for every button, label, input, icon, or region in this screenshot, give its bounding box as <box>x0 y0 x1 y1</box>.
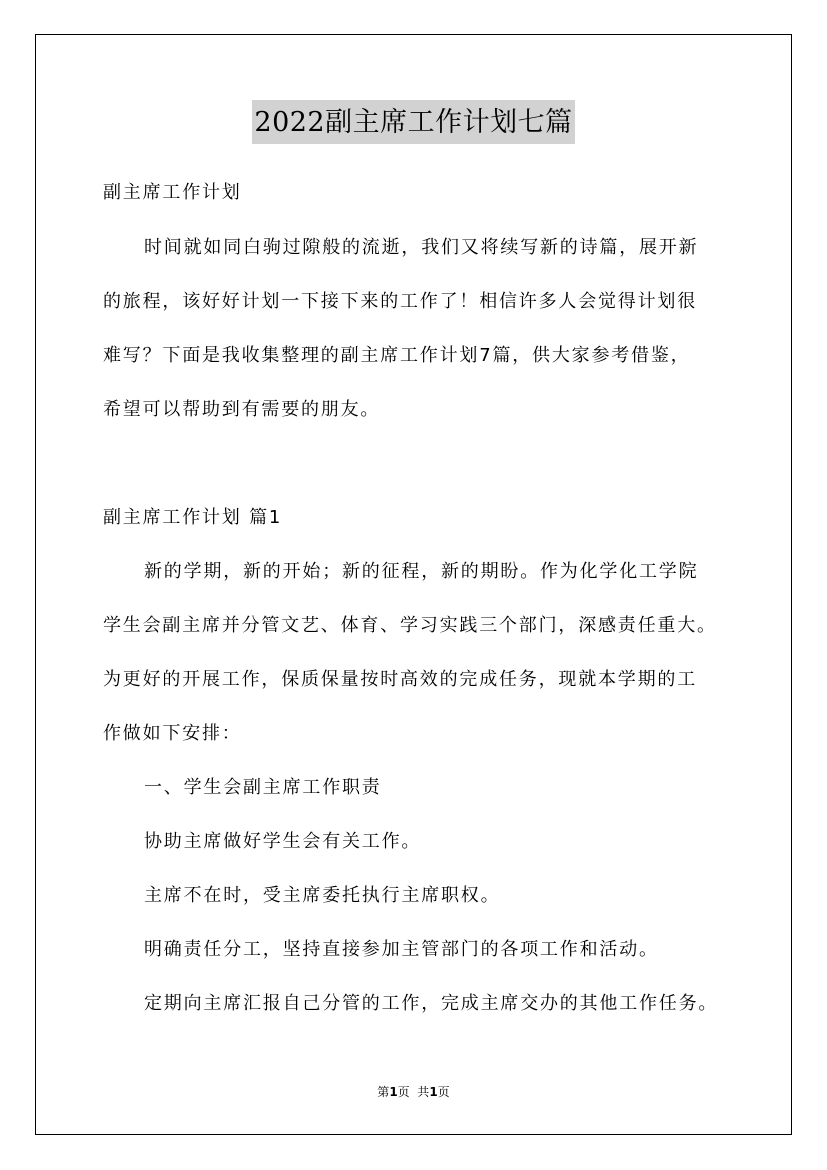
paragraph-line: 难写？下面是我收集整理的副主席工作计划7篇，供大家参考借鉴， <box>103 345 691 366</box>
paragraph-line: 作做如下安排： <box>103 723 242 744</box>
paragraph-line: 为更好的开展工作，保质保量按时高效的完成任务，现就本学期的工 <box>103 669 697 690</box>
paragraph-line: 的旅程，该好好计划一下接下来的工作了！相信许多人会觉得计划很 <box>103 291 697 312</box>
title-container <box>0 100 827 144</box>
duties-heading: 一、学生会副主席工作职责 <box>144 777 382 798</box>
duty-item: 定期向主席汇报自己分管的工作，完成主席交办的其他工作任务。 <box>144 993 719 1014</box>
page-footer <box>0 1083 827 1101</box>
footer-page-total: 1 <box>429 1085 438 1099</box>
duty-item: 主席不在时，受主席委托执行主席职权。 <box>144 885 501 906</box>
intro-heading: 副主席工作计划 <box>103 182 242 203</box>
footer-page-current: 1 <box>389 1085 398 1099</box>
duty-item: 协助主席做好学生会有关工作。 <box>144 831 422 852</box>
paragraph-line: 希望可以帮助到有需要的朋友。 <box>103 399 381 420</box>
document-title: 2022副主席工作计划七篇 <box>252 100 574 144</box>
paragraph-line: 时间就如同白驹过隙般的流逝，我们又将续写新的诗篇，展开新 <box>144 237 699 258</box>
footer-page-prefix: 第 <box>377 1085 390 1099</box>
paragraph-line: 学生会副主席并分管文艺、体育、学习实践三个部门，深感责任重大。 <box>103 615 717 636</box>
section-heading: 副主席工作计划 篇1 <box>103 507 283 528</box>
footer-page-suffix: 页 <box>437 1085 450 1099</box>
paragraph-line: 新的学期，新的开始；新的征程，新的期盼。作为化学化工学院 <box>144 561 699 582</box>
duty-item: 明确责任分工，坚持直接参加主管部门的各项工作和活动。 <box>144 939 659 960</box>
footer-page-mid: 页 共 <box>397 1085 430 1099</box>
